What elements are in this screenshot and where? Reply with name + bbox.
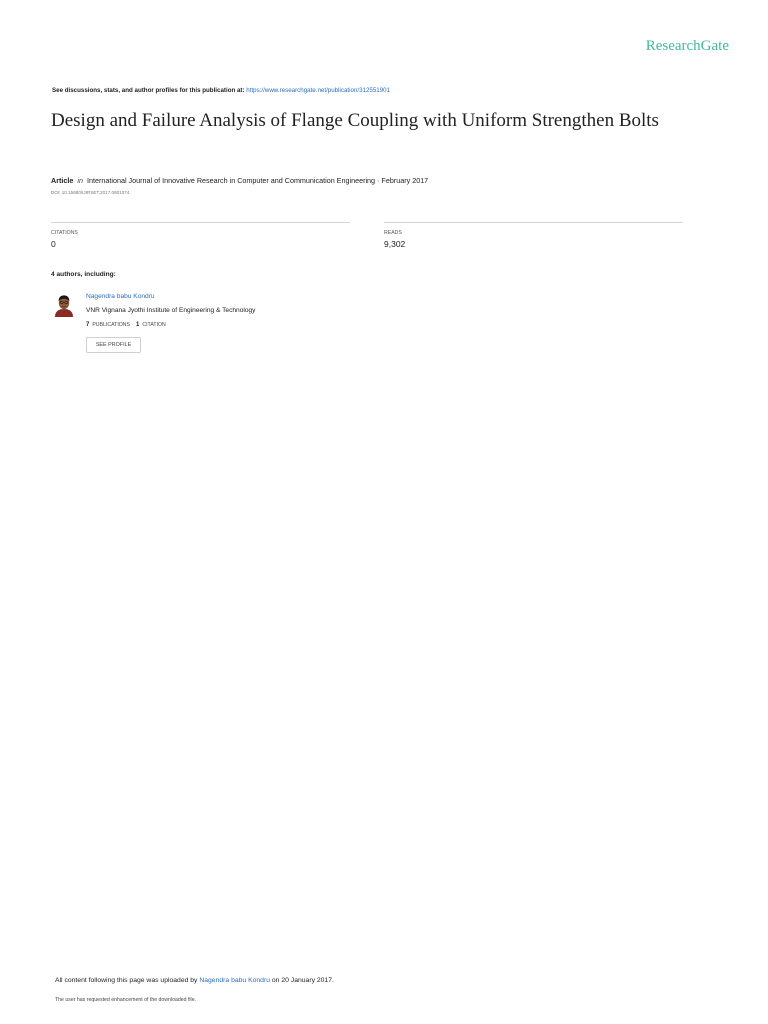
article-meta	[51, 176, 428, 185]
author-institution: VNR Vignana Jyothi Institute of Engineering & Technology	[86, 307, 256, 314]
author-publications-count: 7	[86, 322, 90, 328]
researchgate-logo[interactable]: ResearchGate	[645, 38, 729, 54]
upload-suffix: on 20 January 2017.	[271, 977, 334, 984]
article-in-word: in	[77, 176, 83, 185]
publication-title: Design and Failure Analysis of Flange Coupling with Uniform Strengthen Bolts	[51, 110, 659, 131]
journal-name: International Journal of Innovative Research in Computer and Communication Engineering · February 2017	[86, 176, 429, 185]
author-citations-label: CITATION	[142, 322, 166, 328]
doi: DOI: 10.15680/IJIRSET.2017.0601074	[51, 190, 130, 195]
upload-notice	[55, 977, 334, 984]
author-citations-count: 1	[136, 322, 140, 328]
reads-label: READS	[384, 230, 402, 236]
upload-prefix: All content following this page was uploaded by	[55, 977, 198, 984]
enhancement-note: The user has requested enhancement of the downloaded file.	[55, 997, 197, 1003]
reads-divider	[384, 222, 683, 223]
discussion-line	[52, 87, 390, 94]
citations-divider	[51, 222, 350, 223]
citations-value: 0	[51, 239, 56, 249]
publication-link[interactable]: https://www.researchgate.net/publication/312551901	[246, 87, 391, 94]
citations-label: CITATIONS	[51, 230, 78, 236]
person-photo-icon	[52, 293, 76, 317]
author-stats	[86, 322, 166, 328]
article-type: Article	[51, 176, 74, 185]
authors-heading: 4 authors, including:	[51, 271, 116, 278]
reads-value: 9,302	[384, 239, 406, 249]
see-profile-button[interactable]: SEE PROFILE	[86, 337, 141, 353]
uploader-link[interactable]: Nagendra babu Kondru	[199, 977, 271, 984]
author-avatar[interactable]	[52, 293, 76, 317]
author-name-link[interactable]: Nagendra babu Kondru	[86, 293, 155, 300]
author-publications-label: PUBLICATIONS	[92, 322, 131, 328]
discussion-prefix: See discussions, stats, and author profiles for this publication at:	[52, 87, 245, 94]
